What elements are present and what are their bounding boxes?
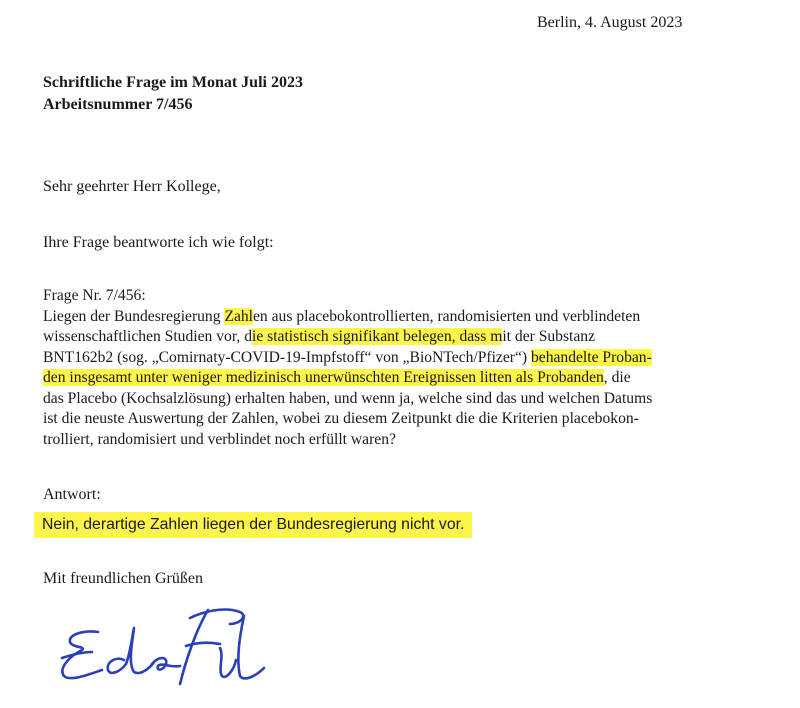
question-block (43, 286, 758, 450)
highlighted-text: ie statistisch signifikant belegen, dass m (252, 328, 503, 345)
salutation: Sehr geehrter Herr Kollege, (43, 178, 221, 195)
handwritten-signature (40, 590, 280, 700)
question-line-1 (43, 307, 758, 328)
intro-sentence: Ihre Frage beantworte ich wie folgt: (43, 234, 274, 251)
highlighted-text: den insgesamt unter weniger medizinisch unerwünschten Ereignissen litten als Probanden (43, 369, 604, 386)
closing-phrase: Mit freundlichen Grüßen (43, 570, 203, 587)
answer-text-highlighted: Nein, derartige Zahlen liegen der Bundesregierung nicht vor. (34, 512, 472, 538)
question-text: BNT162b2 (sog. „Comirnaty-COVID-19-Impfstoff“ von „BioNTech/Pfizer“) (43, 348, 531, 366)
highlighted-text: Zahl (224, 307, 254, 325)
question-line-5: das Placebo (Kochsalzlösung) erhalten haben, und wenn ja, welche sind das und welchen Datums (43, 389, 653, 407)
answer-label: Antwort: (43, 486, 101, 503)
letter-date: Berlin, 4. August 2023 (537, 14, 683, 31)
question-line-7: trolliert, randomisiert und verblindet noch erfüllt waren? (43, 430, 396, 448)
question-line-4 (43, 368, 758, 389)
question-line-2 (43, 327, 758, 348)
highlighted-text: behandelte Proban- (530, 348, 652, 366)
question-line-3 (43, 348, 758, 369)
question-label: Frage Nr. 7/456: (43, 287, 146, 304)
subject-title: Schriftliche Frage im Monat Juli 2023 (43, 74, 303, 91)
question-text: , die (603, 369, 631, 386)
question-text: Liegen der Bundesregierung (43, 307, 225, 325)
question-text: it der Substanz (502, 328, 596, 345)
subject-reference-number: Arbeitsnummer 7/456 (43, 96, 193, 113)
question-text: wissenschaftlichen Studien vor, d (43, 328, 252, 345)
letter-subject (43, 72, 303, 116)
question-text: en aus placebokontrollierten, randomisierten und verblindeten (253, 307, 641, 325)
question-line-6: ist die neuste Auswertung der Zahlen, wobei zu diesem Zeitpunkt die die Kriterien placebokon- (43, 410, 639, 427)
